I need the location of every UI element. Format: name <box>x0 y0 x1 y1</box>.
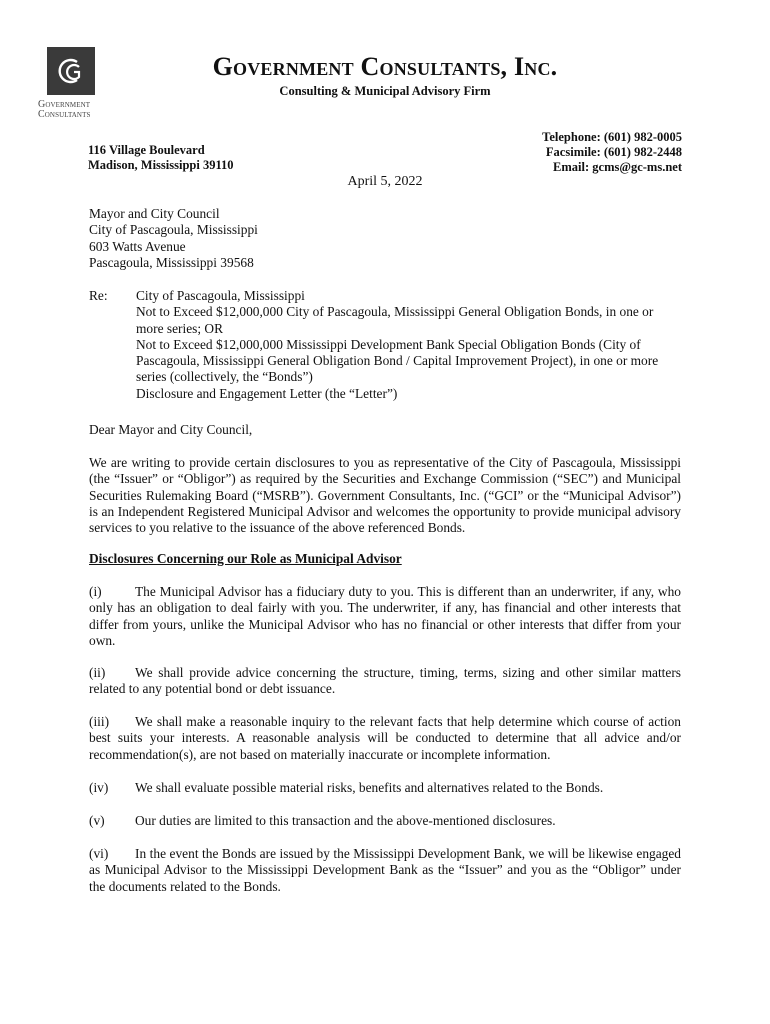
letter-date: April 5, 2022 <box>347 174 423 189</box>
item-text: We shall provide advice concerning the structure, timing, terms, sizing and other similar matters related to any potential bond or debt issuance. <box>89 665 681 697</box>
re-line: Not to Exceed $12,000,000 City of Pascagoula, Mississippi General Obligation Bonds, in one or more series; OR <box>136 304 654 336</box>
intro-paragraph: We are writing to provide certain disclosures to you as representative of the City of Pascagoula, Mississippi (the “Issuer” or “Obligor”) as required by the Securities and Exchange Commission (“SEC”) and Municipal Securities Rulemaking Board (“MSRB”). Government Consultants, Inc. (“GCI” or the “Municipal Advisor”) is an Independent Registered Municipal Advisor and welcomes the opportunity to provide municipal advisory services to you relative to the issuance of the above referenced Bonds. <box>89 455 681 536</box>
firm-contact <box>542 130 682 175</box>
item-number: (i) <box>89 584 102 599</box>
email: Email: gcms@gc-ms.net <box>553 160 682 174</box>
disclosure-item <box>89 813 681 829</box>
disclosure-item <box>89 584 681 649</box>
telephone: Telephone: (601) 982-0005 <box>542 130 682 144</box>
re-line: Not to Exceed $12,000,000 Mississippi Development Bank Special Obligation Bonds (City of Pascagoula, Mississippi General Obligation Bond / Capital Improvement Project), in one or more series (collectively, the “Bonds”) <box>136 336 659 385</box>
logo-line-1: Government <box>38 99 91 110</box>
recipient-line: 603 Watts Avenue <box>89 238 186 254</box>
item-number: (iii) <box>89 714 110 729</box>
salutation: Dear Mayor and City Council, <box>89 422 253 437</box>
re-label: Re: <box>89 288 108 303</box>
firm-subtitle: Consulting & Municipal Advisory Firm <box>279 84 491 98</box>
firm-address <box>88 143 234 173</box>
recipient-block <box>89 206 681 271</box>
disclosure-item <box>89 665 681 698</box>
logo-line-2: Consultants <box>38 109 91 120</box>
item-text: Our duties are limited to this transaction and the above-mentioned disclosures. <box>135 813 556 828</box>
section-heading: Disclosures Concerning our Role as Municipal Advisor <box>89 551 402 566</box>
re-line: Disclosure and Engagement Letter (the “Letter”) <box>136 385 398 401</box>
re-lines <box>136 288 681 402</box>
item-number: (iv) <box>89 780 109 795</box>
recipient-line: Mayor and City Council <box>89 206 220 221</box>
item-text: We shall evaluate possible material risks, benefits and alternatives related to the Bonds. <box>135 780 604 795</box>
item-number: (vi) <box>89 846 109 861</box>
item-number: (v) <box>89 813 105 828</box>
re-block <box>89 288 681 402</box>
item-text: The Municipal Advisor has a fiduciary duty to you. This is different than an underwriter, if any, who only has an obligation to deal fairly with you. The underwriter, if any, has financial and other interests that differ from yours, unlike the Municipal Advisor who has no financial or other interests that differ from your own. <box>89 584 681 648</box>
recipient-line: Pascagoula, Mississippi 39568 <box>89 254 254 270</box>
address-line-1: 116 Village Boulevard <box>88 143 205 157</box>
address-line-2: Madison, Mississippi 39110 <box>88 158 234 172</box>
disclosure-item <box>89 714 681 763</box>
disclosure-item <box>89 780 681 796</box>
facsimile: Facsimile: (601) 982-2448 <box>545 145 682 159</box>
item-number: (ii) <box>89 665 106 680</box>
disclosure-item <box>89 846 681 895</box>
recipient-line: City of Pascagoula, Mississippi <box>89 222 258 238</box>
firm-name: Government Consultants, Inc. <box>212 52 558 81</box>
item-text: We shall make a reasonable inquiry to the relevant facts that help determine which course of action best suits your interests. A reasonable analysis will be conducted to determine that all advice and/or recommendation(s), are not based on materially inaccurate or incomplete information. <box>89 714 681 762</box>
logo-wordmark <box>38 100 110 120</box>
item-text: In the event the Bonds are issued by the Mississippi Development Bank, we will be likewise engaged as Municipal Advisor to the Mississippi Development Bank as the “Issuer” and you as the “Obligor” under the documents related to the Bonds. <box>89 846 681 894</box>
re-line: City of Pascagoula, Mississippi <box>136 288 305 303</box>
